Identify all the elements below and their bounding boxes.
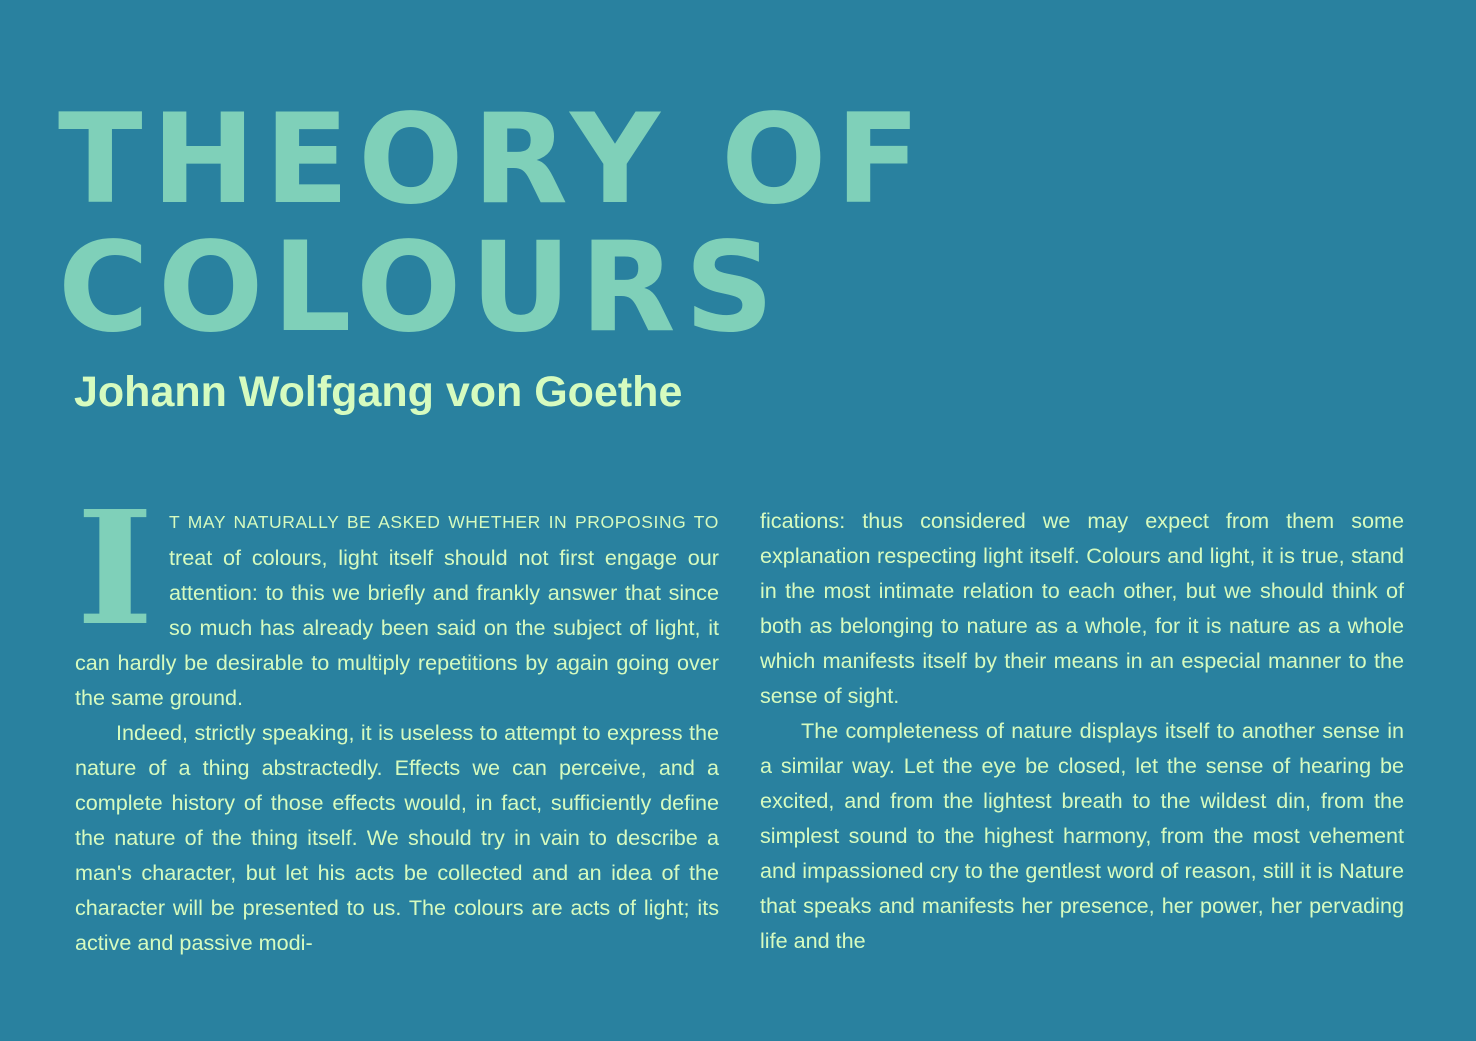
- lead-in-smallcaps: T MAY NATURALLY BE ASKED WHETHER IN PROPOSING TO: [169, 512, 719, 532]
- title-line-1: THEORY OF: [58, 88, 930, 232]
- page-title: [58, 88, 930, 360]
- text-column-left: [75, 503, 719, 960]
- paragraph-3: The completeness of nature displays itself to another sense in a similar way. Let the eye be closed, let the sense of hearing be excited, and from the lightest breath to the wildest din, from the simplest sound to the highest harmony, from the most vehement and impassioned cry to the gentlest word of reason, still it is Nature that speaks and manifests her presence, her power, her pervading life and the: [760, 718, 1404, 953]
- text-column-right: [760, 503, 1404, 958]
- paragraph-1: [75, 503, 719, 715]
- title-line-2: COLOURS: [58, 216, 783, 360]
- author-name: Johann Wolfgang von Goethe: [74, 368, 683, 416]
- drop-cap: [75, 509, 155, 637]
- paragraph-1-text: treat of colours, light itself should not first engage our attention: to this we briefly and frankly answer that since so much has already been said on the subject of light, it can hardly be desirable to multiply repetitions by again going over the same ground.: [75, 545, 719, 710]
- paragraph-2-continued: fications: thus considered we may expect from them some explanation respecting light itself. Colours and light, it is true, stand in the most intimate relation to each other, but we should think of both as belonging to nature as a whole, for it is nature as a whole which manifests itself by their means in an especial manner to the sense of sight.: [760, 508, 1404, 708]
- paragraph-2: Indeed, strictly speaking, it is useless to attempt to express the nature of a thing abstractedly. Effects we can perceive, and a complete history of those effects would, in fact, sufficiently define the nature of the thing itself. We should try in vain to describe a man's character, but let his acts be collected and an idea of the character will be presented to us. The colours are acts of light; its active and passive modi-: [75, 720, 719, 955]
- drop-cap-letter: I: [76, 509, 154, 627]
